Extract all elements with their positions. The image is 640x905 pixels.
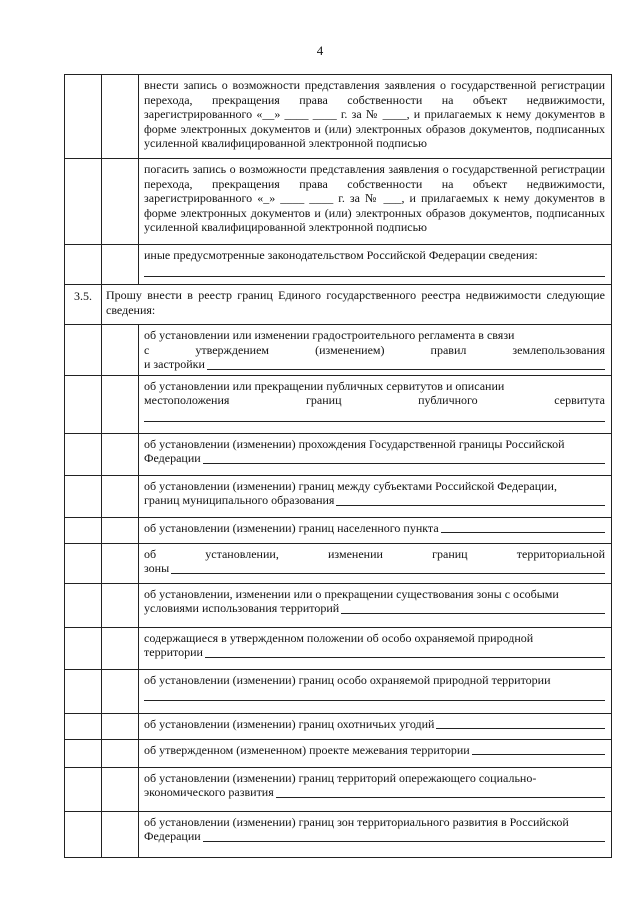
fill-line[interactable]	[144, 264, 605, 277]
fill-line[interactable]	[436, 717, 605, 729]
table-row	[65, 475, 612, 517]
table-row	[65, 159, 612, 245]
form-table	[64, 74, 612, 858]
checkbox-option[interactable]: об установлении или прекращении публичных сервитутов и описании местоположения границ публичного сервитута	[139, 375, 612, 433]
fill-line[interactable]	[171, 562, 605, 574]
checkbox-option[interactable]: об установлении (изменении) границ населенного пункта	[139, 517, 612, 543]
table-row	[65, 583, 612, 627]
table-row	[65, 627, 612, 669]
fill-line[interactable]	[336, 494, 605, 506]
checkbox-option[interactable]	[139, 75, 612, 159]
fill-line[interactable]	[203, 452, 605, 464]
fill-line[interactable]	[144, 688, 605, 701]
section-number: 3.5.	[65, 285, 102, 325]
checkbox-option[interactable]	[139, 159, 612, 245]
table-row	[65, 517, 612, 543]
table-row	[65, 375, 612, 433]
table-row	[65, 325, 612, 376]
checkbox-option[interactable]	[139, 245, 612, 285]
table-row	[65, 811, 612, 857]
fill-line[interactable]	[341, 602, 605, 614]
table-row	[65, 245, 612, 285]
checkbox-option[interactable]: об утвержденном (измененном) проекте межевания территории	[139, 739, 612, 767]
table-row	[65, 669, 612, 713]
fill-line[interactable]	[205, 646, 605, 658]
table-row	[65, 543, 612, 583]
checkbox-option[interactable]: об установлении или изменении градостроительного регламента в связи с утверждением (изменением) правил землепользования и застройки	[139, 325, 612, 376]
page-number: 4	[316, 43, 324, 58]
table-row	[65, 739, 612, 767]
checkbox-option[interactable]: об установлении (изменении) границ зон территориального развития в Российской Федерации	[139, 811, 612, 857]
table-row	[65, 75, 612, 159]
fill-line[interactable]	[203, 830, 605, 842]
table-row	[65, 767, 612, 811]
checkbox-option[interactable]: об установлении (изменении) границ особо охраняемой природной территории	[139, 669, 612, 713]
section-text: Прошу внести в реестр границ Единого государственного реестра недвижимости следующие сведения:	[102, 285, 612, 325]
checkbox-option[interactable]: об установлении (изменении) границ охотничьих угодий	[139, 713, 612, 739]
fill-line[interactable]	[144, 409, 605, 422]
table-row	[65, 433, 612, 475]
checkbox-option[interactable]: об установлении (изменении) границ между субъектами Российской Федерации, границ муниципального образования	[139, 475, 612, 517]
fill-line[interactable]	[472, 743, 605, 755]
fill-line[interactable]	[441, 521, 605, 533]
checkbox-option[interactable]: об установлении (изменении) прохождения Государственной границы Российской Федерации	[139, 433, 612, 475]
fill-line[interactable]	[207, 358, 605, 370]
fill-line[interactable]	[276, 786, 605, 798]
option-text: иные предусмотренные законодательством Российской Федерации сведения:	[144, 248, 538, 262]
option-text: погасить запись о возможности представления заявления о государственной регистрации перехода, прекращения права собственности на объект недвижимости, зарегистрированного «_» ____ ____ г. за № ___, и прилагаемых к нему документов в форме электронных документов и (или) электронных образов документов, подписанных усиленной квалифицированной электронной подписью	[144, 162, 605, 234]
checkbox-option[interactable]: об установлении (изменении) границ территорий опережающего социально- экономического развития	[139, 767, 612, 811]
checkbox-option[interactable]: об установлении, изменении границ территориальной зоны	[139, 543, 612, 583]
option-text: внести запись о возможности представления заявления о государственной регистрации перехода, прекращения права собственности на объект недвижимости, зарегистрированного «__» ____ ____ г. за № ____, и прилагаемых к нему документов в форме электронных документов и (или) электронных образов документов, подписанных усиленной квалифицированной электронной подписью	[144, 78, 605, 150]
checkbox-option[interactable]: об установлении, изменении или о прекращении существования зоны с особыми условиями использования территорий	[139, 583, 612, 627]
section-row	[65, 285, 612, 325]
table-row	[65, 713, 612, 739]
checkbox-option[interactable]: содержащиеся в утвержденном положении об особо охраняемой природной территории	[139, 627, 612, 669]
